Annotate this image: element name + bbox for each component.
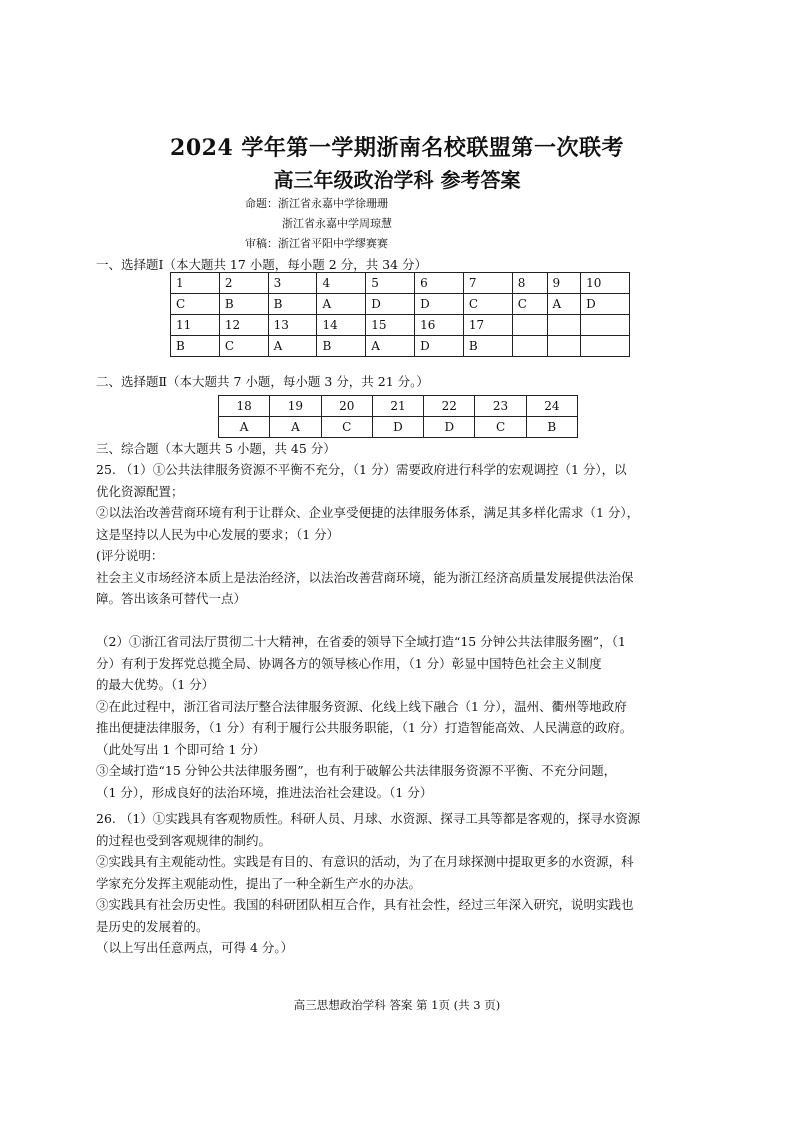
table-cell: C xyxy=(219,336,268,357)
answer-line: 25. （1）①公共法律服务资源不平衡不充分，（1 分）需要政府进行科学的宏观调控（1 分），以 xyxy=(96,462,627,477)
table-cell: 18 xyxy=(219,396,270,417)
table-cell: 16 xyxy=(415,315,464,336)
question-25-answer xyxy=(96,459,706,803)
table-cell: C xyxy=(475,417,526,438)
reviewer-line: 审稿：浙江省平阳中学缪赛赛 xyxy=(245,237,388,250)
table-cell: 22 xyxy=(424,396,475,417)
table-cell: D xyxy=(366,294,415,315)
author-line: 命题：浙江省永嘉中学徐珊珊 xyxy=(245,197,388,210)
answer-line: 优化资源配置； xyxy=(96,483,184,499)
table-cell: C xyxy=(321,417,372,438)
answer-table-2 xyxy=(218,395,578,438)
answer-line: 分）有利于发挥党总揽全局、协调各方的领导核心作用，（1 分）彰显中国特色社会主义制度 xyxy=(96,655,602,671)
table-cell: B xyxy=(219,294,268,315)
answer-line: （以上写出任意两点，可得 4 分。） xyxy=(96,940,294,955)
answer-line: 的最大优势。（1 分） xyxy=(96,677,215,692)
table-cell: B xyxy=(268,294,317,315)
table-cell: A xyxy=(366,336,415,357)
table-cell: A xyxy=(268,336,317,357)
answer-line: （1 分），形成良好的法治环境，推进法治社会建设。（1 分） xyxy=(96,784,433,800)
answer-line: 推出便捷法律服务，（1 分）有利于履行公共服务职能，（1 分）打造智能高效、人民满意的政府。 xyxy=(96,720,633,735)
table-cell: C xyxy=(512,294,547,315)
answer-line: 社会主义市场经济本质上是法治经济，以法治改善营商环境，能为浙江经济高质量发展提供法治保 xyxy=(96,569,634,585)
section-heading: 三、综合题（本大题共 5 小题，共 45 分） xyxy=(96,441,336,456)
table-cell: 4 xyxy=(317,273,366,294)
answer-line: 学家充分发挥主观能动性，提出了一种全新生产水的办法。 xyxy=(96,875,422,891)
section-heading: 二、选择题Ⅱ（本大题共 7 小题，每小题 3 分，共 21 分。） xyxy=(96,374,429,389)
table-cell: 17 xyxy=(463,315,512,336)
answer-line: 障。答出该条可替代一点） xyxy=(96,591,247,606)
answer-line: （2）①浙江省司法厅贯彻二十大精神，在省委的领导下全域打造“15 分钟公共法律服务圈”，（1 xyxy=(96,634,626,649)
table-cell: 23 xyxy=(475,396,526,417)
answer-line: ③实践具有社会历史性。我国的科研团队相互合作，具有社会性，经过三年深入研究，说明实践也 xyxy=(96,897,634,912)
section-heading: 一、选择题Ⅰ（本大题共 17 小题，每小题 2 分，共 34 分） xyxy=(96,257,428,272)
table-cell: D xyxy=(581,294,630,315)
table-cell: C xyxy=(171,294,220,315)
table-row xyxy=(219,417,578,438)
table-cell: A xyxy=(547,294,581,315)
answer-table-1 xyxy=(170,272,630,357)
table-cell: 6 xyxy=(415,273,464,294)
table-cell xyxy=(512,315,547,336)
table-row xyxy=(171,273,630,294)
table-cell: 19 xyxy=(270,396,321,417)
table-cell: A xyxy=(270,417,321,438)
table-cell: D xyxy=(424,417,475,438)
table-cell: B xyxy=(463,336,512,357)
page-title: 2024 学年第一学期浙南名校联盟第一次联考 xyxy=(170,135,624,161)
table-row xyxy=(171,315,630,336)
answer-line: 是历史的发展着的。 xyxy=(96,918,209,934)
table-cell: 8 xyxy=(512,273,547,294)
table-cell: B xyxy=(317,336,366,357)
table-cell: 10 xyxy=(581,273,630,294)
table-row xyxy=(219,396,578,417)
answer-line: ②以法治改善营商环境有利于让群众、企业享受便捷的法律服务体系，满足其多样化需求（1 分）， xyxy=(96,505,640,520)
answer-line: （此处写出 1 个即可给 1 分） xyxy=(96,741,266,757)
answer-line: (评分说明： xyxy=(96,548,164,563)
table-cell: 7 xyxy=(463,273,512,294)
table-cell xyxy=(547,336,581,357)
table-cell: 2 xyxy=(219,273,268,294)
table-cell: 9 xyxy=(547,273,581,294)
table-row xyxy=(171,294,630,315)
table-cell: D xyxy=(415,294,464,315)
answer-line: ②在此过程中，浙江省司法厅整合法律服务资源、化线上线下融合（1 分），温州、衢州等地政府 xyxy=(96,698,627,714)
table-cell: 1 xyxy=(171,273,220,294)
page-footer: 高三思想政治学科 答案 第 1页 (共 3 页) xyxy=(293,998,501,1012)
table-cell: A xyxy=(317,294,366,315)
table-cell: D xyxy=(372,417,423,438)
table-cell: 15 xyxy=(366,315,415,336)
table-cell: B xyxy=(526,417,577,438)
table-cell xyxy=(512,336,547,357)
answer-line: ②实践具有主观能动性。实践是有目的、有意识的活动，为了在月球探测中提取更多的水资源，科 xyxy=(96,854,634,869)
table-row xyxy=(171,336,630,357)
table-cell: 20 xyxy=(321,396,372,417)
table-cell: B xyxy=(171,336,220,357)
table-cell: 5 xyxy=(366,273,415,294)
page-subtitle: 高三年级政治学科 参考答案 xyxy=(273,168,521,192)
table-cell: 14 xyxy=(317,315,366,336)
table-cell: D xyxy=(415,336,464,357)
table-cell xyxy=(547,315,581,336)
table-cell: 24 xyxy=(526,396,577,417)
answer-line: ③全域打造“15 分钟公共法律服务圈”，也有利于破解公共法律服务资源不平衡、不充分问题， xyxy=(96,763,617,778)
author-line: 浙江省永嘉中学周琼慧 xyxy=(282,217,392,230)
table-cell: 21 xyxy=(372,396,423,417)
answer-line: 这是坚持以人民为中心发展的要求；（1 分） xyxy=(96,526,340,542)
answer-line: 的过程也受到客观规律的制约。 xyxy=(96,832,272,848)
table-cell: 12 xyxy=(219,315,268,336)
table-cell: 3 xyxy=(268,273,317,294)
table-cell xyxy=(581,336,630,357)
question-26-answer xyxy=(96,808,706,959)
table-cell: C xyxy=(463,294,512,315)
answer-line: 26. （1）①实践具有客观物质性。科研人员、月球、水资源、探寻工具等都是客观的，探寻水资源 xyxy=(96,811,641,826)
table-cell: 13 xyxy=(268,315,317,336)
table-cell: 11 xyxy=(171,315,220,336)
table-cell: A xyxy=(219,417,270,438)
table-cell xyxy=(581,315,630,336)
